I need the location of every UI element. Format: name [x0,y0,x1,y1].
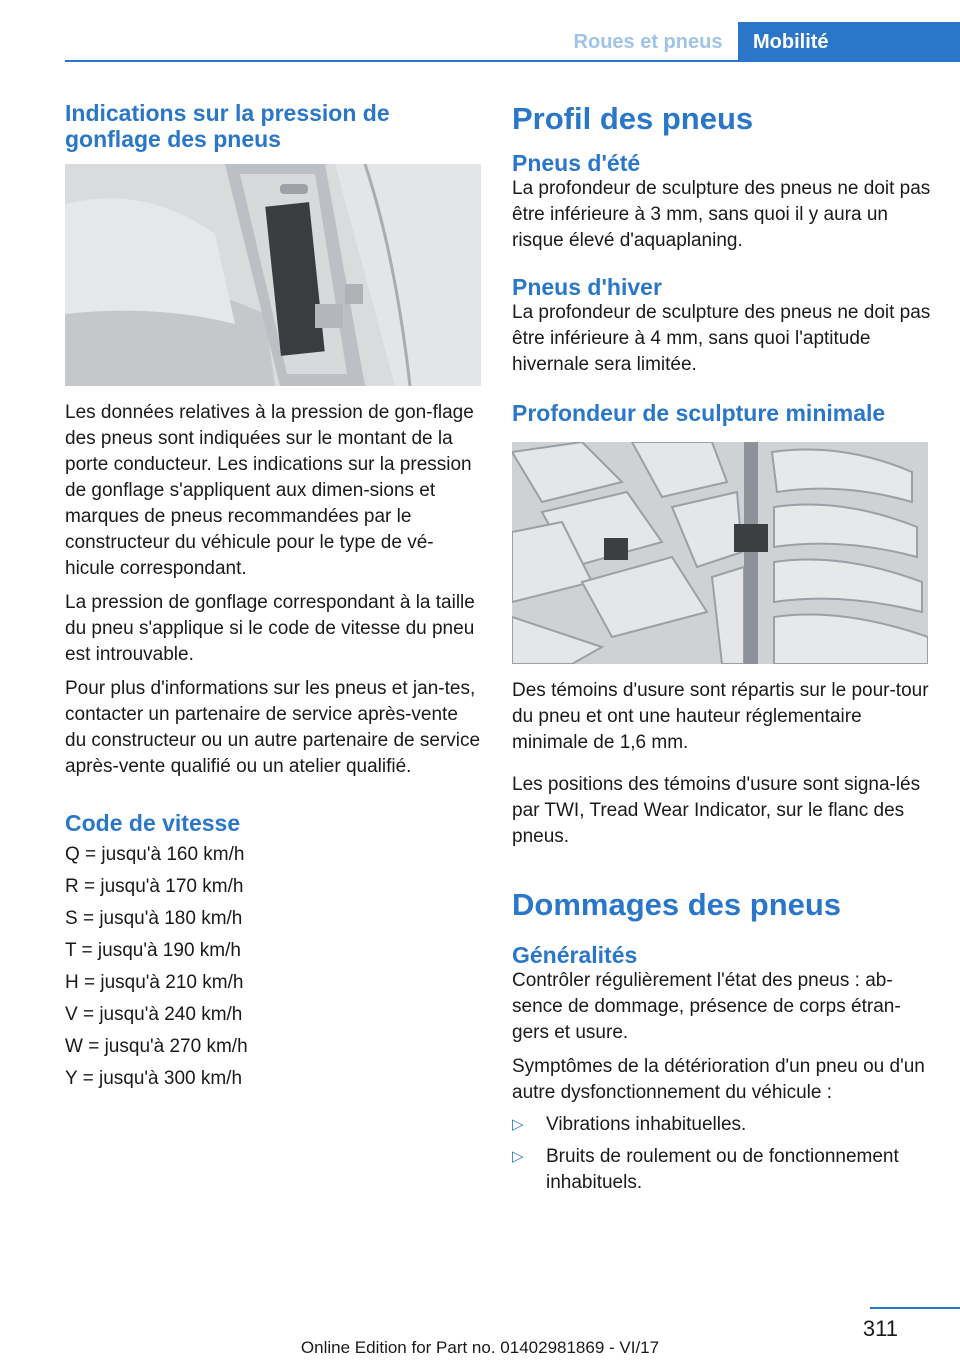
tread-profile-title: Profil des pneus [512,101,754,136]
list-item: Y = jusqu'à 300 km/h [65,1068,243,1089]
edition-footer: Online Edition for Part no. 01402981869 - VI/17 [300,1338,660,1357]
wear-indicator-text-2: Les positions des témoins d'usure sont signa-lés par TWI, Tread Wear Indicator, sur le flanc des pneus. [512,774,921,847]
door-pillar-illustration [65,164,481,386]
triangle-bullet-icon: ▷ [512,1148,524,1165]
inflation-paragraph-3: Pour plus d'informations sur les pneus et jan-tes, contacter un partenaire de service après-vente du constructeur ou un autre partenaire de service après-vente qualifié ou un atelier qualifié. [65,678,481,777]
section-tab[interactable]: Roues et pneus [563,22,733,60]
wear-indicator-text-1: Des témoins d'usure sont répartis sur le pour-tour du pneu et ont une hauteur réglementaire minimale de 1,6 mm. [512,680,929,753]
speed-code-heading: Code de vitesse [65,810,241,836]
left-column [65,100,483,1098]
tyre-damage-title: Dommages des pneus [512,887,842,922]
list-item [512,1144,932,1196]
door-pillar-image [65,164,481,386]
list-item: V = jusqu'à 240 km/h [65,1004,243,1025]
list-item: T = jusqu'à 190 km/h [65,940,241,961]
list-item: S = jusqu'à 180 km/h [65,908,243,929]
footer-rule [870,1307,960,1309]
general-heading: Généralités [512,942,638,968]
inflation-heading: Indications sur la pression de gonflage des pneus [65,100,390,152]
list-item: R = jusqu'à 170 km/h [65,876,244,897]
speed-code-list [65,842,483,1092]
winter-tyres-text: La profondeur de sculpture des pneus ne doit pas être inférieure à 4 mm, sans quoi l'aptitude hivernale sera limitée. [512,302,931,375]
list-item: Q = jusqu'à 160 km/h [65,844,245,865]
page-number: 311 [862,1316,898,1341]
chapter-tab[interactable]: Mobilité [738,22,960,60]
list-item: H = jusqu'à 210 km/h [65,972,244,993]
symptoms-text: Symptômes de la détérioration d'un pneu ou d'un autre dysfonctionnement du véhicule : [512,1056,925,1103]
symptoms-list [512,1112,932,1196]
list-item: W = jusqu'à 270 km/h [65,1036,248,1057]
tread-wear-illustration [512,442,928,664]
inflation-paragraph-1: Les données relatives à la pression de gon-flage des pneus sont indiquées sur le montant de la porte conducteur. Les indications sur la pression de gonflage s'appliquent aux dimen-sions et marques de pneus recommandées par le constructeur du véhicule pour le type de vé-hicule correspondant. [65,402,474,579]
summer-tyres-heading: Pneus d'été [512,150,641,176]
minimum-tread-heading: Profondeur de sculpture minimale [512,400,886,426]
right-column [512,100,932,1202]
general-text: Contrôler régulièrement l'état des pneus : ab-sence de dommage, présence de corps étran-gers et usure. [512,970,901,1043]
list-item-text: Vibrations inhabituelles. [546,1114,747,1135]
tread-wear-image [512,442,928,664]
inflation-paragraph-2: La pression de gonflage correspondant à la taille du pneu s'applique si le code de vitesse du pneu est introuvable. [65,592,475,665]
list-item [512,1112,932,1138]
summer-tyres-text: La profondeur de sculpture des pneus ne doit pas être inférieure à 3 mm, sans quoi il y aura un risque élevé d'aquaplaning. [512,178,931,251]
triangle-bullet-icon: ▷ [512,1116,524,1133]
header-rule [65,60,960,62]
winter-tyres-heading: Pneus d'hiver [512,274,662,300]
list-item-text: Bruits de roulement ou de fonctionnement inhabituels. [546,1146,899,1193]
